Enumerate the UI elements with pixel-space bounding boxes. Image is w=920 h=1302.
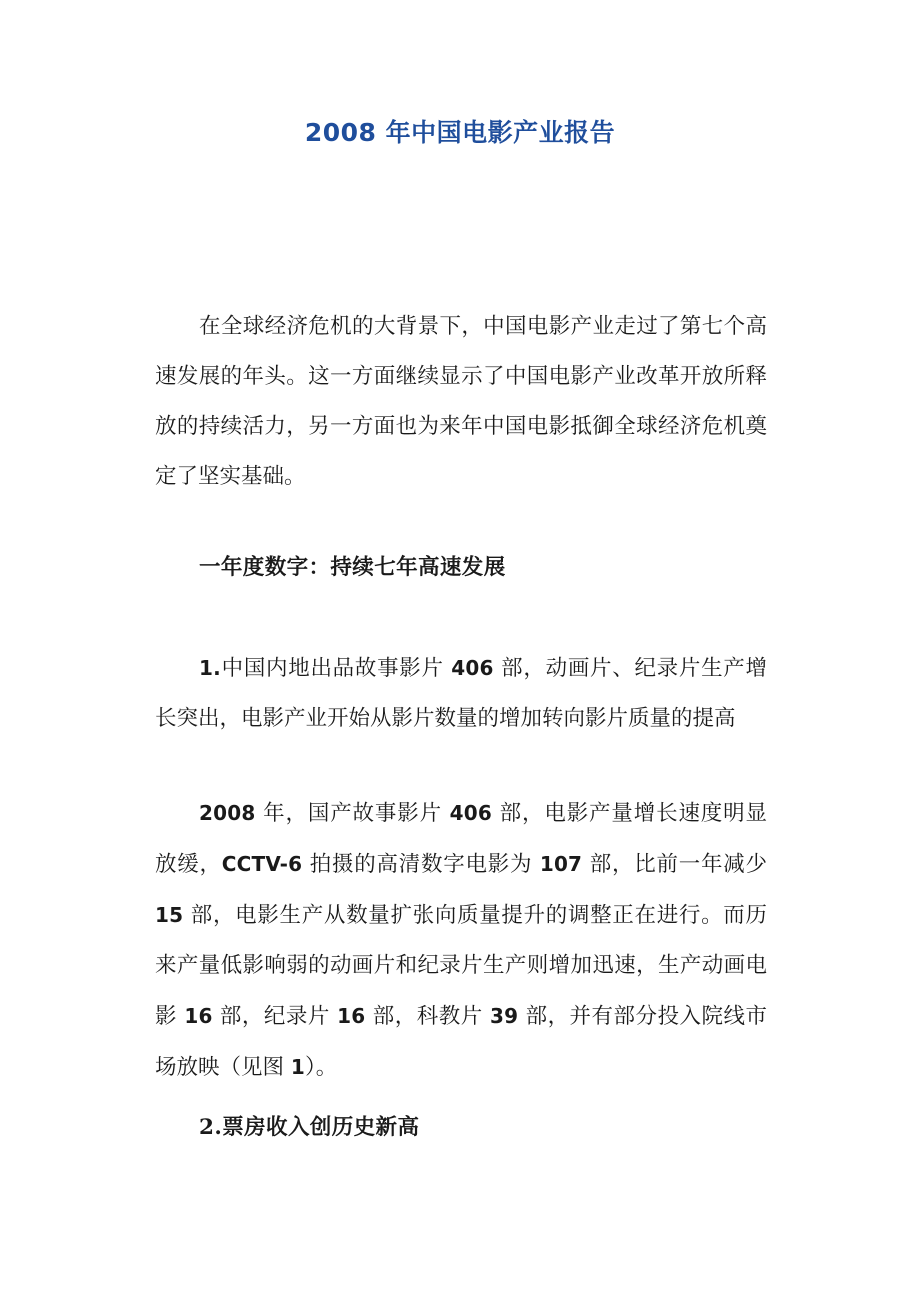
value-documentary-films: 16 <box>337 1004 366 1028</box>
text-seg-8: 部，并有部分投入院线市场放映（见图 <box>155 1004 767 1080</box>
text-seg-9: ）。 <box>304 1055 338 1080</box>
section-heading-block-2 <box>155 1103 767 1153</box>
item-heading-1 <box>155 643 767 744</box>
value-animation-films: 16 <box>184 1004 213 1028</box>
value-science-edu-films: 39 <box>490 1004 519 1028</box>
item-text-1b: 部，动画片、纪录片生产增长突出，电影产业开始从影片数量的增加转向影片质量的提高 <box>155 656 767 731</box>
text-seg-3: 拍摄的高清数字电影为 <box>302 852 540 877</box>
text-seg-2: 部，电影产量增长速度明显放缓， <box>155 801 767 877</box>
text-seg-7: 部，科教片 <box>365 1004 491 1029</box>
text-seg-1: 年，国产故事影片 <box>255 801 450 826</box>
item-number-1: 1. <box>199 656 221 680</box>
section-heading-annual-figures: 一年度数字：持续七年高速发展 <box>199 555 506 580</box>
value-channel-name: CCTV-6 <box>221 852 303 876</box>
paragraph-intro: 在全球经济危机的大背景下，中国电影产业走过了第七个高速发展的年头。这一方面继续显示了中国电影产业改革开放所释放的持续活力，另一方面也为来年中国电影抵御全球经济危机奠定了坚实基础。 <box>155 314 767 489</box>
value-figure-ref: 1 <box>290 1055 305 1079</box>
page-title: 2008 年中国电影产业报告 <box>304 118 616 147</box>
item-block-1 <box>155 643 767 744</box>
text-seg-5: 部，电影生产从数量扩张向质量提升的调整正在进行。而历来产量低影响弱的动画片和纪录片生产则增加迅速，生产动画电影 <box>155 903 767 1029</box>
value-hd-films: 107 <box>539 852 583 876</box>
value-decrease: 15 <box>155 903 184 927</box>
text-seg-4: 部，比前一年减少 <box>582 852 767 877</box>
paragraph-block-intro <box>155 302 767 502</box>
paragraph-block-production <box>155 788 767 1093</box>
item-text-1a: 中国内地出品故事影片 <box>220 656 452 681</box>
value-domestic-films: 406 <box>449 801 492 825</box>
section-heading-box-office: 2.票房收入创历史新高 <box>199 1115 420 1140</box>
value-year: 2008 <box>199 801 256 825</box>
text-seg-6: 部，纪录片 <box>212 1004 338 1029</box>
paragraph-production <box>155 788 767 1093</box>
section-heading-block-1 <box>155 543 767 593</box>
item-value-feature-films: 406 <box>451 656 494 680</box>
